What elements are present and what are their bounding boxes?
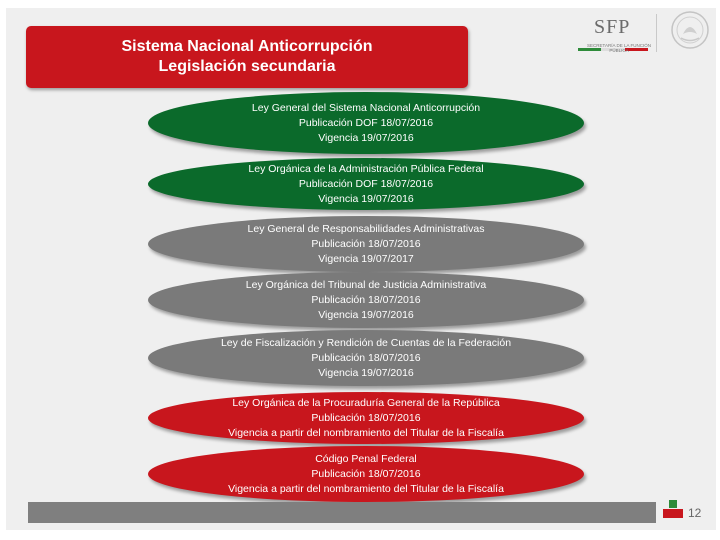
law-name: Ley Orgánica de la Administración Pública Federal — [248, 162, 484, 175]
law-validity: Vigencia 19/07/2017 — [318, 252, 414, 265]
sfp-abbr: SFP — [594, 16, 631, 38]
law-validity: Vigencia 19/07/2016 — [318, 192, 414, 205]
law-name: Ley Orgánica de la Procuraduría General de la República — [232, 396, 500, 409]
law-publication: Publicación 18/07/2016 — [311, 237, 421, 250]
law-publication: Publicación 18/07/2016 — [311, 467, 421, 480]
page-marker-icon — [663, 500, 683, 518]
law-publication: Publicación 18/07/2016 — [311, 351, 421, 364]
law-item — [148, 330, 584, 386]
law-name: Ley Orgánica del Tribunal de Justicia Administrativa — [245, 278, 487, 291]
law-name: Ley General del Sistema Nacional Anticorrupción — [251, 101, 481, 114]
law-item — [148, 272, 584, 328]
page-number: 12 — [688, 506, 702, 520]
law-publication: Publicación DOF 18/07/2016 — [298, 116, 434, 129]
law-name: Ley de Fiscalización y Rendición de Cuentas de la Federación — [220, 336, 512, 349]
law-validity: Vigencia a partir del nombramiento del Titular de la Fiscalía — [228, 482, 504, 495]
footer-bar — [28, 502, 656, 523]
law-publication: Publicación DOF 18/07/2016 — [298, 177, 434, 190]
law-validity: Vigencia 19/07/2016 — [318, 366, 414, 379]
mexico-coat-of-arms-icon — [670, 10, 710, 50]
law-item — [148, 392, 584, 444]
law-validity: Vigencia a partir del nombramiento del Titular de la Fiscalía — [228, 426, 504, 439]
sfp-logo — [570, 10, 714, 56]
slide-title-line1: Sistema Nacional Anticorrupción — [121, 38, 373, 55]
logo-divider — [656, 14, 657, 52]
law-publication: Publicación 18/07/2016 — [311, 293, 421, 306]
law-item — [148, 446, 584, 502]
flag-stripe — [578, 38, 648, 41]
law-item — [148, 216, 584, 272]
law-name: Código Penal Federal — [315, 452, 417, 465]
law-validity: Vigencia 19/07/2016 — [318, 131, 414, 144]
law-item — [148, 92, 584, 154]
slide-title-line2: Legislación secundaria — [158, 58, 336, 75]
law-publication: Publicación 18/07/2016 — [311, 411, 421, 424]
law-item — [148, 158, 584, 210]
sfp-subtitle: SECRETARÍA DE LA FUNCIÓN PÚBLICA — [587, 43, 651, 53]
law-name: Ley General de Responsabilidades Administrativas — [247, 222, 485, 235]
slide-title-box — [26, 26, 468, 88]
law-validity: Vigencia 19/07/2016 — [318, 308, 414, 321]
